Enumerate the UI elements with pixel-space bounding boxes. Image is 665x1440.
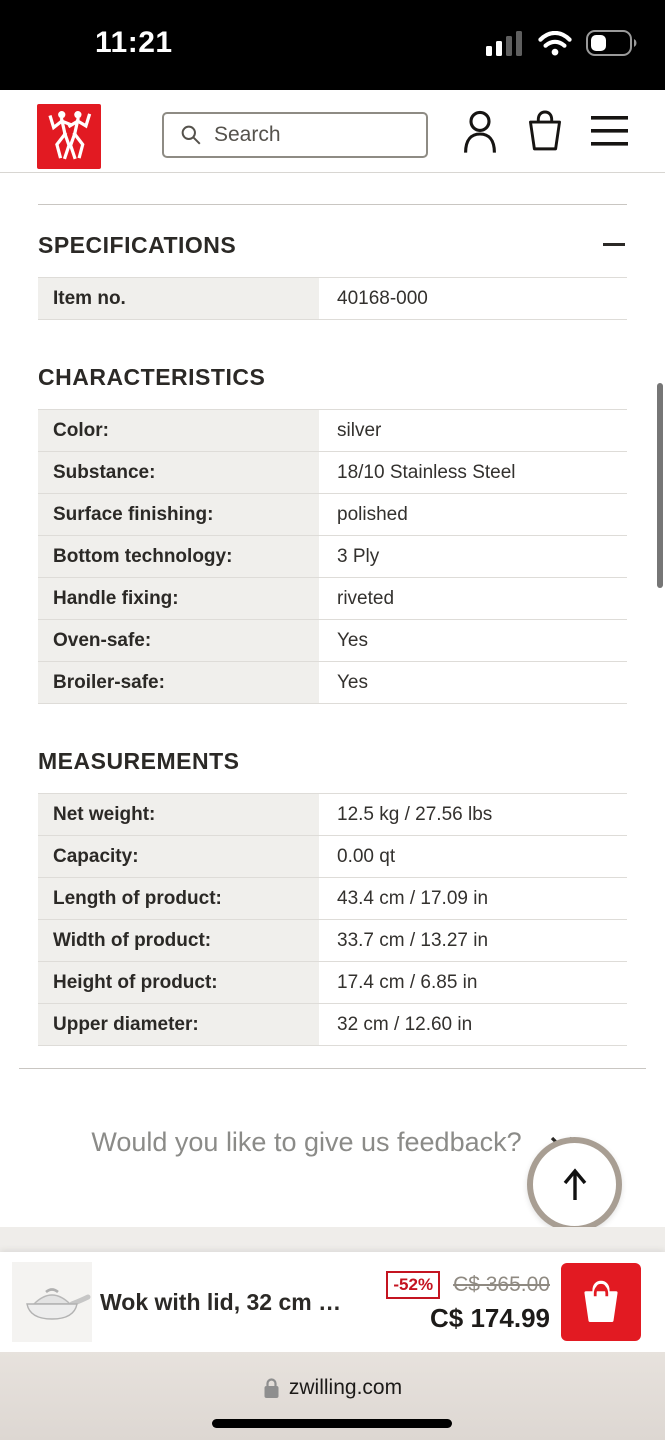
spec-label: Color: — [38, 410, 319, 451]
spec-label: Substance: — [38, 452, 319, 493]
divider — [38, 204, 627, 205]
discount-badge: -52% — [386, 1271, 440, 1299]
spec-value: silver — [319, 410, 627, 451]
spec-label: Handle fixing: — [38, 578, 319, 619]
spec-value: polished — [319, 494, 627, 535]
battery-icon — [586, 30, 640, 61]
home-indicator — [212, 1419, 452, 1428]
price-block — [362, 1271, 550, 1334]
section-title: SPECIFICATIONS — [38, 232, 237, 258]
wifi-icon — [538, 31, 572, 61]
shopping-bag-icon — [526, 109, 564, 153]
cell-signal-icon — [486, 30, 524, 61]
collapse-button[interactable] — [601, 243, 627, 247]
spec-label: Upper diameter: — [38, 1004, 319, 1045]
spec-value: 43.4 cm / 17.09 in — [319, 878, 627, 919]
hamburger-icon — [591, 115, 628, 147]
spec-row — [38, 920, 627, 962]
feedback-prompt: Would you like to give us feedback? — [91, 1127, 522, 1157]
specifications-table — [38, 277, 627, 320]
url-bar[interactable] — [0, 1376, 665, 1400]
section-title: MEASUREMENTS — [38, 748, 240, 774]
spec-row — [38, 494, 627, 536]
shopping-bag-icon — [581, 1280, 621, 1324]
spec-value: Yes — [319, 662, 627, 703]
section-header-characteristics — [38, 363, 627, 391]
browser-bar — [0, 1352, 665, 1440]
bottom-strip — [0, 1227, 665, 1252]
url-domain: zwilling.com — [288, 1376, 403, 1399]
spec-label: Broiler-safe: — [38, 662, 319, 703]
spec-value: 40168-000 — [319, 278, 627, 319]
spec-value: 12.5 kg / 27.56 lbs — [319, 794, 627, 835]
lock-icon — [263, 1377, 280, 1400]
spec-value: 17.4 cm / 6.85 in — [319, 962, 627, 1003]
spec-value: 18/10 Stainless Steel — [319, 452, 627, 493]
add-to-cart-button[interactable] — [561, 1263, 641, 1341]
spec-row — [38, 662, 627, 704]
spec-row — [38, 578, 627, 620]
spec-label: Height of product: — [38, 962, 319, 1003]
product-thumbnail[interactable] — [12, 1262, 92, 1342]
scrollbar[interactable] — [657, 383, 663, 588]
minus-icon — [603, 243, 625, 247]
product-title[interactable]: Wok with lid, 32 cm … — [100, 1288, 342, 1315]
section-header-measurements — [38, 747, 627, 775]
spec-label: Width of product: — [38, 920, 319, 961]
measurements-table — [38, 793, 627, 1046]
spec-value: 0.00 qt — [319, 836, 627, 877]
spec-row — [38, 620, 627, 662]
search-input[interactable] — [212, 122, 396, 148]
scroll-to-top-button[interactable] — [527, 1137, 622, 1232]
spec-row — [38, 836, 627, 878]
account-button[interactable] — [462, 90, 498, 172]
spec-label: Surface finishing: — [38, 494, 319, 535]
spec-value: 32 cm / 12.60 in — [319, 1004, 627, 1045]
status-bar — [0, 0, 665, 90]
characteristics-table — [38, 409, 627, 704]
spec-label: Capacity: — [38, 836, 319, 877]
spec-label: Net weight: — [38, 794, 319, 835]
spec-row — [38, 962, 627, 1004]
section-title: CHARACTERISTICS — [38, 364, 266, 390]
zwilling-twins-icon — [44, 107, 94, 166]
spec-row — [38, 452, 627, 494]
old-price: C$ 365.00 — [453, 1272, 550, 1296]
divider — [19, 1068, 646, 1069]
arrow-up-icon — [557, 1166, 593, 1204]
spec-value: riveted — [319, 578, 627, 619]
spec-row — [38, 878, 627, 920]
spec-value: Yes — [319, 620, 627, 661]
menu-button[interactable] — [591, 90, 628, 172]
clock: 11:21 — [95, 26, 173, 59]
section-header-specifications[interactable] — [38, 231, 627, 259]
magnifier-icon — [180, 124, 202, 146]
spec-value: 3 Ply — [319, 536, 627, 577]
spec-label: Bottom technology: — [38, 536, 319, 577]
site-header — [0, 90, 665, 173]
person-icon — [462, 107, 498, 155]
spec-label: Length of product: — [38, 878, 319, 919]
sticky-product-bar — [0, 1252, 665, 1352]
cart-button[interactable] — [526, 90, 564, 172]
current-price: C$ 174.99 — [430, 1302, 550, 1333]
spec-label: Item no. — [38, 278, 319, 319]
spec-label: Oven-safe: — [38, 620, 319, 661]
spec-value: 33.7 cm / 13.27 in — [319, 920, 627, 961]
spec-row — [38, 410, 627, 452]
spec-row — [38, 278, 627, 320]
wok-image — [12, 1262, 92, 1342]
spec-row — [38, 1004, 627, 1046]
spec-row — [38, 794, 627, 836]
search-box — [162, 112, 428, 158]
spec-row — [38, 536, 627, 578]
zwilling-logo[interactable] — [37, 104, 101, 169]
page-content — [0, 172, 665, 1158]
